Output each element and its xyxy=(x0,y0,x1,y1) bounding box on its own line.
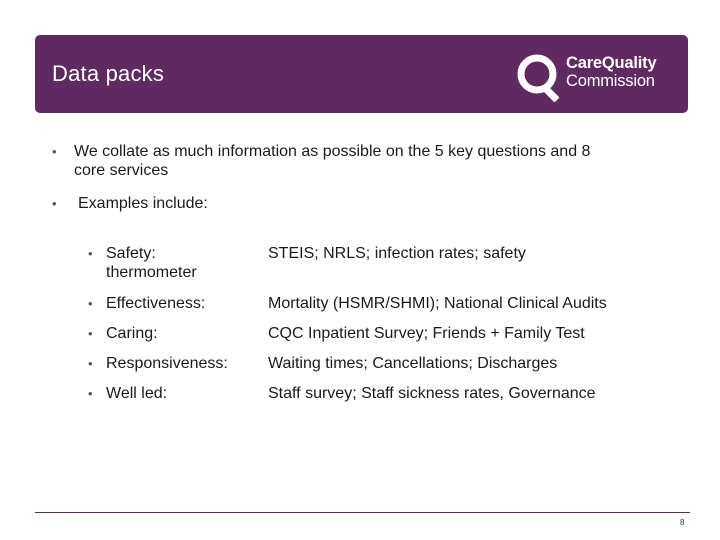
logo-text-care-quality: CareQuality xyxy=(566,54,657,72)
example-label: Caring: xyxy=(106,325,158,342)
example-value: Mortality (HSMR/SHMI); National Clinical Audits xyxy=(268,295,607,312)
example-label: Responsiveness: xyxy=(106,355,228,372)
example-label xyxy=(106,244,256,282)
header-banner xyxy=(35,35,688,113)
example-label-line2: thermometer xyxy=(106,264,197,281)
bullet-icon: • xyxy=(88,296,93,311)
example-value: STEIS; NRLS; infection rates; safety xyxy=(268,245,526,262)
example-value: Waiting times; Cancellations; Discharges xyxy=(268,355,558,372)
bullet-icon: • xyxy=(52,144,57,159)
cqc-logo-icon xyxy=(513,50,565,102)
bullet-text-continued: core services xyxy=(74,162,169,179)
cqc-logo xyxy=(513,50,683,102)
example-label-line1: Safety: xyxy=(106,245,156,262)
example-value: Staff survey; Staff sickness rates, Governance xyxy=(268,385,596,402)
bullet-icon: • xyxy=(88,356,93,371)
page-title: Data packs xyxy=(52,61,165,86)
example-label: Effectiveness: xyxy=(106,295,206,312)
footer-divider xyxy=(35,512,690,513)
bullet-icon: • xyxy=(88,386,93,401)
bullet-icon: • xyxy=(88,326,93,341)
bullet-text: We collate as much information as possible on the 5 key questions and 8 xyxy=(74,143,591,160)
bullet-icon: • xyxy=(52,196,57,211)
example-value: CQC Inpatient Survey; Friends + Family Test xyxy=(268,325,585,342)
bullet-icon: • xyxy=(88,246,93,261)
logo-text-commission: Commission xyxy=(566,72,655,90)
bullet-text: Examples include: xyxy=(78,195,208,212)
page-number: 8 xyxy=(680,518,685,527)
example-label: Well led: xyxy=(106,385,168,402)
